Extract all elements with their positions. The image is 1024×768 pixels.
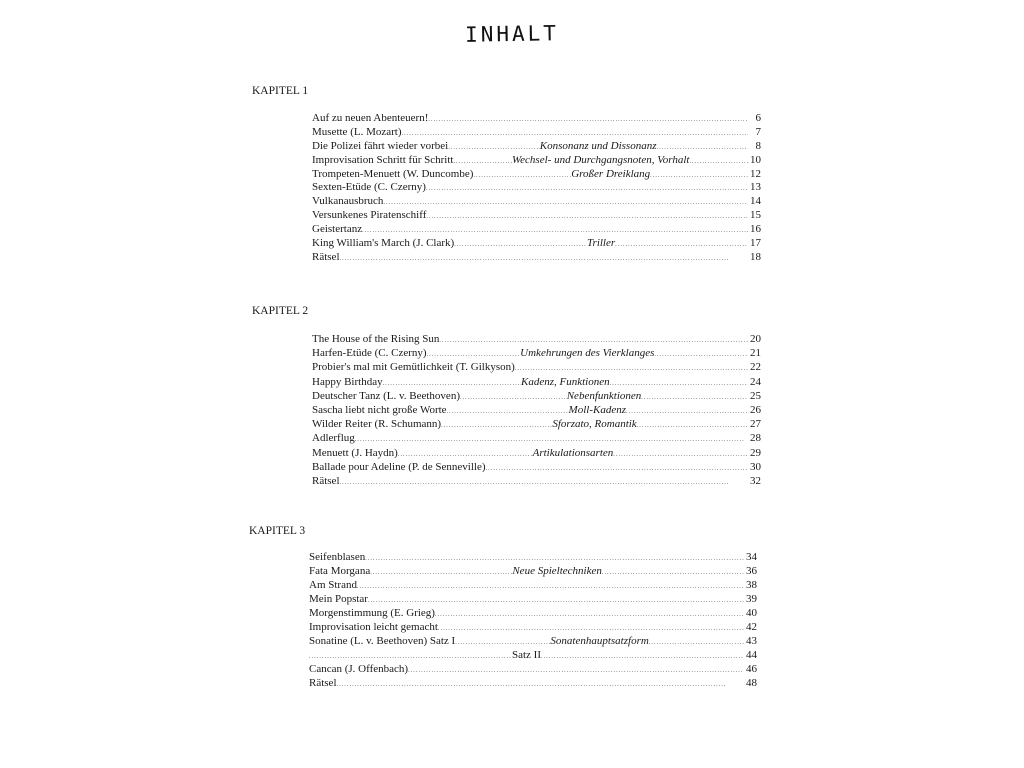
entry-page: 27 bbox=[749, 418, 761, 431]
entry-topic: Umkehrungen des Vierklanges bbox=[520, 347, 655, 360]
entry-title: Harfen-Etüde (C. Czerny) bbox=[312, 347, 427, 360]
entry-title: Sascha liebt nicht große Worte bbox=[312, 403, 447, 416]
chapter-1 bbox=[0, 84, 1024, 265]
entry-title: Mein Popstar bbox=[309, 593, 368, 605]
toc-entry bbox=[309, 606, 757, 620]
entry-page: 39 bbox=[746, 593, 757, 605]
entry-title: Ballade pour Adeline (P. de Senneville) bbox=[312, 460, 486, 473]
entry-page: 18 bbox=[750, 250, 761, 263]
chapter-2 bbox=[0, 304, 1024, 488]
entry-title: Rätsel bbox=[312, 250, 340, 263]
toc-entry bbox=[312, 403, 761, 417]
entry-topic: Kadenz, Funktionen bbox=[520, 375, 610, 388]
entry-page: 14 bbox=[750, 195, 761, 208]
entry-title: Sexten-Etüde (C. Czerny) bbox=[312, 181, 426, 194]
toc-list bbox=[312, 112, 761, 265]
entry-page: 15 bbox=[750, 209, 761, 222]
toc-entry bbox=[312, 417, 761, 431]
entry-title: Wilder Reiter (R. Schumann) bbox=[312, 418, 442, 431]
toc-entry bbox=[309, 550, 757, 564]
entry-page: 28 bbox=[750, 432, 761, 445]
entry-topic: Artikulationsarten bbox=[532, 446, 614, 459]
toc-entry bbox=[312, 181, 761, 195]
entry-page: 6 bbox=[755, 112, 761, 124]
entry-topic: Triller bbox=[587, 237, 616, 250]
entry-page: 46 bbox=[746, 663, 757, 675]
entry-title: Satz II bbox=[511, 649, 541, 661]
toc-entry bbox=[312, 209, 761, 223]
toc-entry bbox=[309, 592, 757, 606]
entry-title: Die Polizei fährt wieder vorbei bbox=[312, 139, 449, 152]
entry-page: 13 bbox=[750, 181, 761, 194]
entry-title: Deutscher Tanz (L. v. Beethoven) bbox=[312, 389, 460, 402]
page-title: INHALT bbox=[464, 21, 560, 47]
entry-topic: Nebenfunktionen bbox=[566, 389, 642, 402]
entry-page: 32 bbox=[750, 474, 761, 487]
entry-page: 22 bbox=[750, 361, 761, 374]
chapter-heading: KAPITEL 1 bbox=[252, 85, 309, 97]
entry-title: Musette (L. Mozart) bbox=[312, 125, 402, 138]
entry-page: 12 bbox=[749, 167, 761, 180]
entry-topic: Sforzato, Romantik bbox=[552, 418, 637, 431]
entry-title: Auf zu neuen Abenteuern! bbox=[312, 112, 429, 124]
entry-page: 24 bbox=[750, 375, 761, 388]
entry-page: 16 bbox=[750, 223, 761, 236]
entry-title: Rätsel bbox=[309, 677, 337, 689]
toc-entry bbox=[309, 634, 757, 648]
chapter-3 bbox=[0, 524, 1024, 690]
entry-page: 29 bbox=[750, 446, 762, 459]
entry-topic: Großer Dreiklang bbox=[571, 167, 651, 180]
entry-topic: Sonatenhauptsatzform bbox=[550, 635, 649, 647]
entry-page: 25 bbox=[750, 389, 761, 402]
toc-entry bbox=[312, 460, 761, 474]
entry-page: 44 bbox=[745, 649, 757, 661]
toc-entry bbox=[312, 360, 761, 374]
entry-title: Adlerflug bbox=[312, 432, 355, 445]
entry-title: Seifenblasen bbox=[309, 551, 366, 563]
entry-title: Trompeten-Menuett (W. Duncombe) bbox=[312, 167, 474, 180]
toc-entry bbox=[309, 648, 757, 662]
entry-page: 36 bbox=[745, 565, 757, 577]
entry-page: 43 bbox=[746, 635, 757, 647]
entry-title: Happy Birthday bbox=[312, 375, 383, 388]
entry-title: Sonatine (L. v. Beethoven) Satz I bbox=[309, 635, 456, 647]
entry-topic: Moll-Kadenz bbox=[568, 403, 626, 416]
entry-title: Improvisation Schritt für Schritt bbox=[312, 153, 454, 166]
toc-entry bbox=[312, 195, 761, 209]
entry-title: Geistertanz bbox=[312, 223, 363, 236]
toc-entry bbox=[312, 223, 761, 237]
chapter-heading: KAPITEL 3 bbox=[249, 525, 306, 537]
entry-topic: Wechsel- und Durchgangsnoten, Vorhalt bbox=[512, 153, 690, 166]
dot-leader bbox=[340, 251, 749, 267]
entry-page: 17 bbox=[750, 237, 761, 250]
toc-entry bbox=[312, 389, 761, 403]
toc-entry bbox=[312, 251, 761, 265]
entry-page: 7 bbox=[755, 125, 761, 138]
entry-page: 34 bbox=[746, 551, 757, 563]
entry-title: Rätsel bbox=[312, 474, 340, 487]
entry-page: 38 bbox=[746, 579, 757, 591]
toc-list bbox=[312, 332, 761, 488]
entry-title: Versunkenes Piratenschiff bbox=[312, 209, 427, 222]
toc-entry bbox=[312, 346, 761, 360]
dot-leader bbox=[337, 676, 745, 692]
toc-entry bbox=[309, 620, 757, 634]
entry-page: 21 bbox=[750, 347, 761, 360]
toc-entry bbox=[309, 578, 757, 592]
toc-entry bbox=[312, 154, 761, 168]
toc-entry bbox=[312, 431, 761, 445]
entry-page: 10 bbox=[750, 153, 761, 166]
entry-page: 30 bbox=[750, 460, 761, 473]
toc-entry bbox=[312, 446, 761, 460]
toc-entry bbox=[312, 332, 761, 346]
entry-title: Cancan (J. Offenbach) bbox=[309, 663, 409, 675]
entry-topic: Neue Spieltechniken bbox=[512, 565, 602, 577]
toc-entry bbox=[309, 564, 757, 578]
entry-title: Vulkanausbruch bbox=[312, 195, 384, 208]
toc-entry bbox=[312, 140, 761, 154]
dot-leader bbox=[340, 474, 749, 490]
entry-page: 8 bbox=[755, 139, 761, 152]
entry-title: Probier's mal mit Gemütlichkeit (T. Gilkyson) bbox=[312, 361, 515, 374]
entry-page: 48 bbox=[746, 677, 757, 689]
entry-page: 26 bbox=[750, 403, 761, 416]
toc-list bbox=[309, 550, 757, 690]
entry-page: 40 bbox=[746, 607, 757, 619]
entry-title: Morgenstimmung (E. Grieg) bbox=[309, 607, 435, 619]
toc-entry bbox=[312, 112, 761, 126]
entry-title: King William's March (J. Clark) bbox=[312, 237, 455, 250]
toc-entry bbox=[312, 168, 761, 182]
toc-entry bbox=[312, 237, 761, 251]
toc-entry bbox=[312, 126, 761, 140]
entry-title: The House of the Rising Sun bbox=[312, 333, 440, 345]
toc-entry bbox=[312, 474, 761, 488]
entry-title: Improvisation leicht gemacht bbox=[309, 621, 438, 633]
entry-title: Am Strand bbox=[309, 579, 357, 591]
entry-topic: Konsonanz und Dissonanz bbox=[539, 139, 657, 152]
entry-title: Fata Morgana bbox=[309, 565, 371, 577]
toc-entry bbox=[309, 662, 757, 676]
entry-page: 20 bbox=[750, 333, 761, 345]
toc-entry bbox=[309, 676, 757, 690]
entry-page: 42 bbox=[746, 621, 757, 633]
chapter-heading: KAPITEL 2 bbox=[252, 305, 309, 317]
toc-entry bbox=[312, 375, 761, 389]
entry-title: Menuett (J. Haydn) bbox=[312, 446, 398, 459]
